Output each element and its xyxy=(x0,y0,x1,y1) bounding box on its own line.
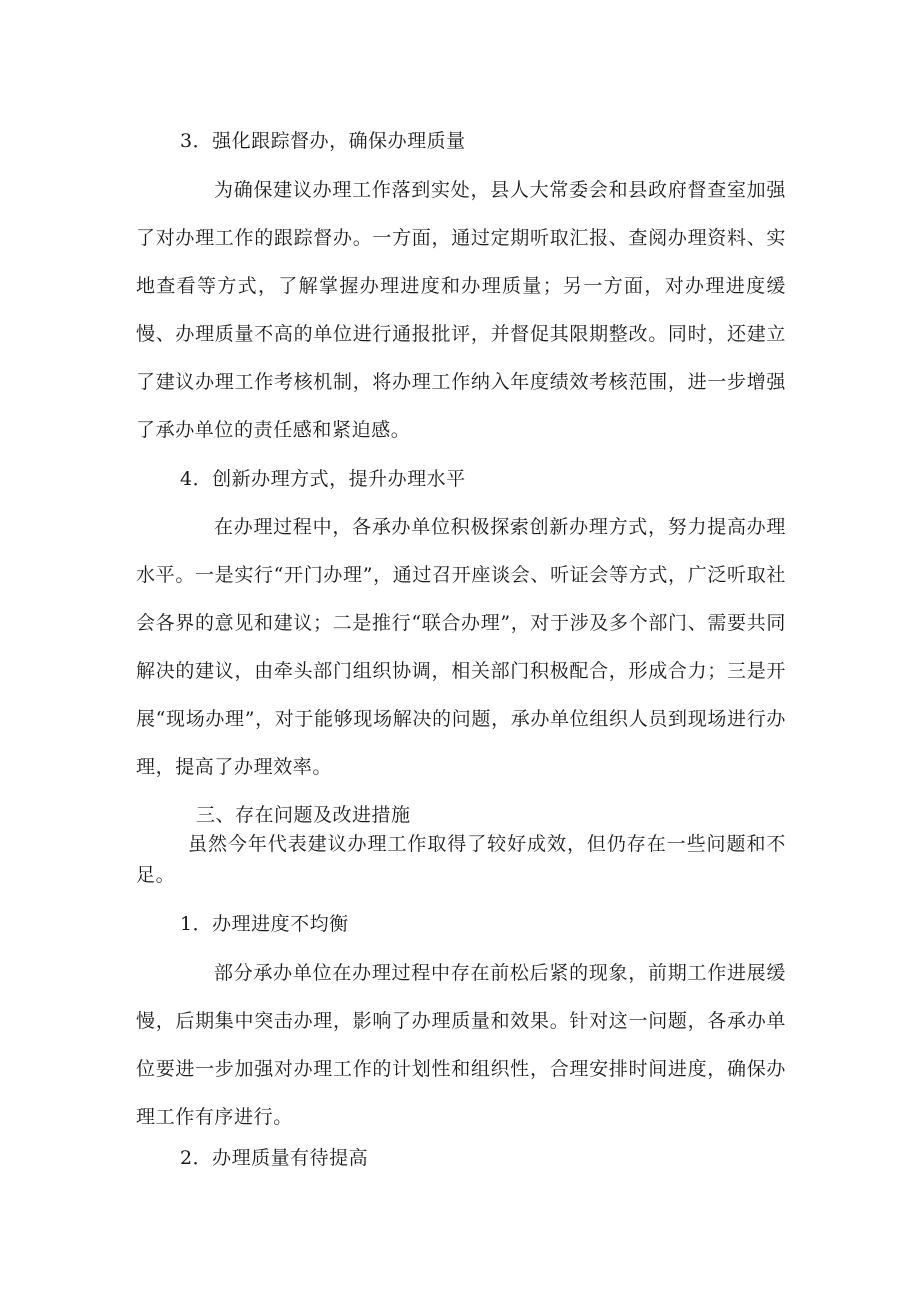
paragraph-tracking-supervision: 为确保建议办理工作落到实处，县人大常委会和县政府督查室加强了对办理工作的跟踪督办。一方面，通过定期听取汇报、查阅办理资料、实地查看等方式，了解掌握办理进度和办理质量；另一方面，对办理进度缓慢、办理质量不高的单位进行通报批评，并督促其限期整改。同时，还建立了建议办理工作考核机制，将办理工作纳入年度绩效考核范围，进一步增强了承办单位的责任感和紧迫感。 xyxy=(136,179,786,441)
subheading-1: 1．办理进度不均衡 xyxy=(180,913,349,935)
paragraph-innovation: 在办理过程中，各承办单位积极探索创新办理方式，努力提高办理水平。一是实行“开门办理”，通过召开座谈会、听证会等方式，广泛听取社会各界的意见和建议；二是推行“联合办理”，对于涉及多个部门、需要共同解决的建议，由牵头部门组织协调，相关部门积极配合，形成合力；三是开展“现场办理”，对于能够现场解决的问题，承办单位组织人员到现场进行办理，提高了办理效率。 xyxy=(136,516,786,778)
paragraph-problems-intro: 虽然今年代表建议办理工作取得了较好成效，但仍存在一些问题和不足。 xyxy=(136,833,786,886)
subheading-4: 4．创新办理方式，提升办理水平 xyxy=(180,468,466,490)
subheading-3: 3．强化跟踪督办，确保办理质量 xyxy=(180,130,466,152)
section-heading-3: 三、存在问题及改进措施 xyxy=(196,804,411,826)
subheading-2: 2．办理质量有待提高 xyxy=(180,1147,369,1169)
paragraph-progress-imbalance: 部分承办单位在办理过程中存在前松后紧的现象，前期工作进展缓慢，后期集中突击办理，影响了办理质量和效果。针对这一问题，各承办单位要进一步加强对办理工作的计划性和组织性，合理安排时间进度，确保办理工作有序进行。 xyxy=(136,962,786,1128)
